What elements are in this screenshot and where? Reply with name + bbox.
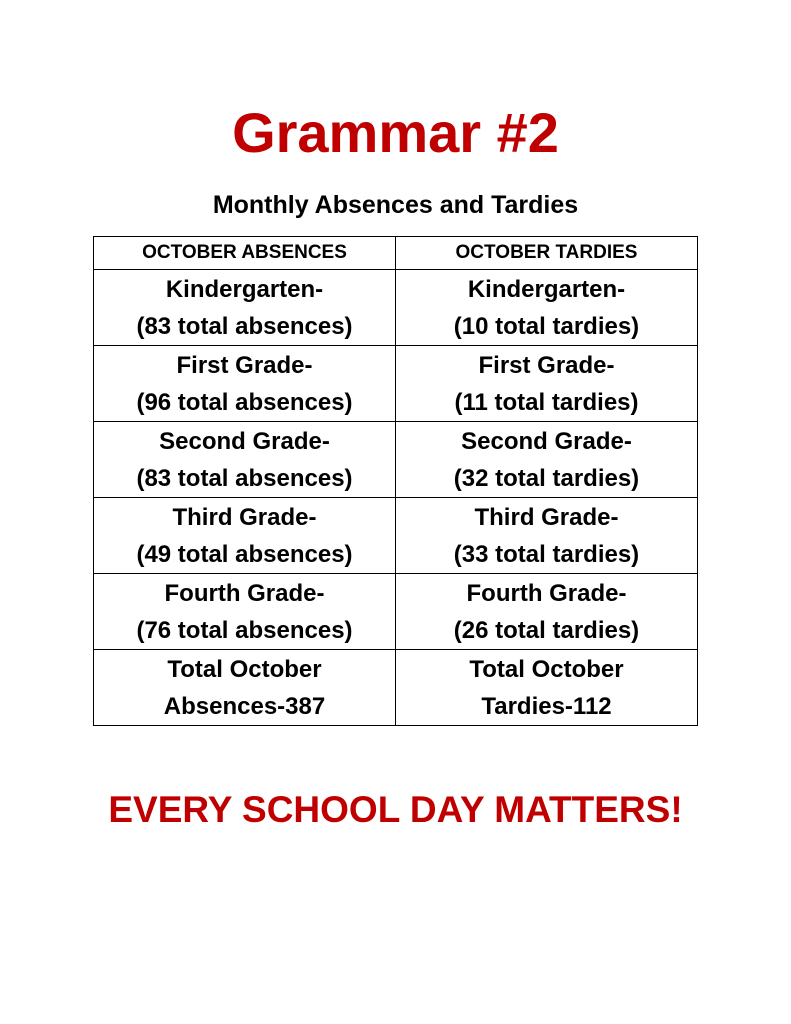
cell-total-label: Total October: [167, 655, 322, 683]
absences-cell: [94, 498, 396, 574]
tardies-cell: [396, 574, 698, 650]
cell-count: (33 total tardies): [453, 540, 640, 568]
page-title: Grammar #2: [232, 101, 559, 164]
table-total-row: [94, 650, 698, 726]
cell-count: (83 total absences): [136, 312, 353, 340]
cell-grade-label: Kindergarten-: [467, 275, 626, 303]
cell-grade-label: Third Grade-: [474, 503, 619, 531]
absences-cell: [94, 270, 396, 346]
cell-count: (49 total absences): [136, 540, 353, 568]
absences-cell: [94, 346, 396, 422]
total-absences-cell: [94, 650, 396, 726]
cell-total-value: Tardies-112: [481, 692, 612, 720]
tardies-cell: [396, 346, 698, 422]
attendance-table-container: [93, 236, 698, 726]
tardies-cell: [396, 422, 698, 498]
absences-cell: [94, 422, 396, 498]
cell-grade-label: Second Grade-: [461, 427, 632, 455]
cell-count: (11 total tardies): [454, 388, 639, 416]
cell-grade-label: Fourth Grade-: [466, 579, 627, 607]
cell-count: (32 total tardies): [453, 464, 640, 492]
table-header-row: [94, 237, 698, 270]
cell-count: (10 total tardies): [453, 312, 640, 340]
absences-cell: [94, 574, 396, 650]
tardies-cell: [396, 270, 698, 346]
cell-total-label: Total October: [469, 655, 624, 683]
cell-grade-label: Third Grade-: [172, 503, 317, 531]
cell-total-value: Absences-387: [163, 692, 326, 720]
cell-count: (76 total absences): [136, 616, 353, 644]
table-row: [94, 422, 698, 498]
cell-grade-label: First Grade-: [176, 351, 313, 379]
table-row: [94, 574, 698, 650]
table-row: [94, 498, 698, 574]
tardies-cell: [396, 498, 698, 574]
cell-grade-label: First Grade-: [478, 351, 615, 379]
header-october-tardies: OCTOBER TARDIES: [396, 237, 698, 270]
page-subtitle: Monthly Absences and Tardies: [212, 191, 579, 219]
total-tardies-cell: [396, 650, 698, 726]
footer-slogan: EVERY SCHOOL DAY MATTERS!: [108, 789, 683, 830]
attendance-table: [93, 236, 698, 726]
table-row: [94, 270, 698, 346]
cell-grade-label: Second Grade-: [159, 427, 330, 455]
table-row: [94, 346, 698, 422]
cell-count: (96 total absences): [136, 388, 353, 416]
cell-grade-label: Kindergarten-: [165, 275, 324, 303]
cell-count: (83 total absences): [136, 464, 353, 492]
cell-count: (26 total tardies): [453, 616, 640, 644]
header-october-absences: OCTOBER ABSENCES: [94, 237, 396, 270]
cell-grade-label: Fourth Grade-: [164, 579, 325, 607]
